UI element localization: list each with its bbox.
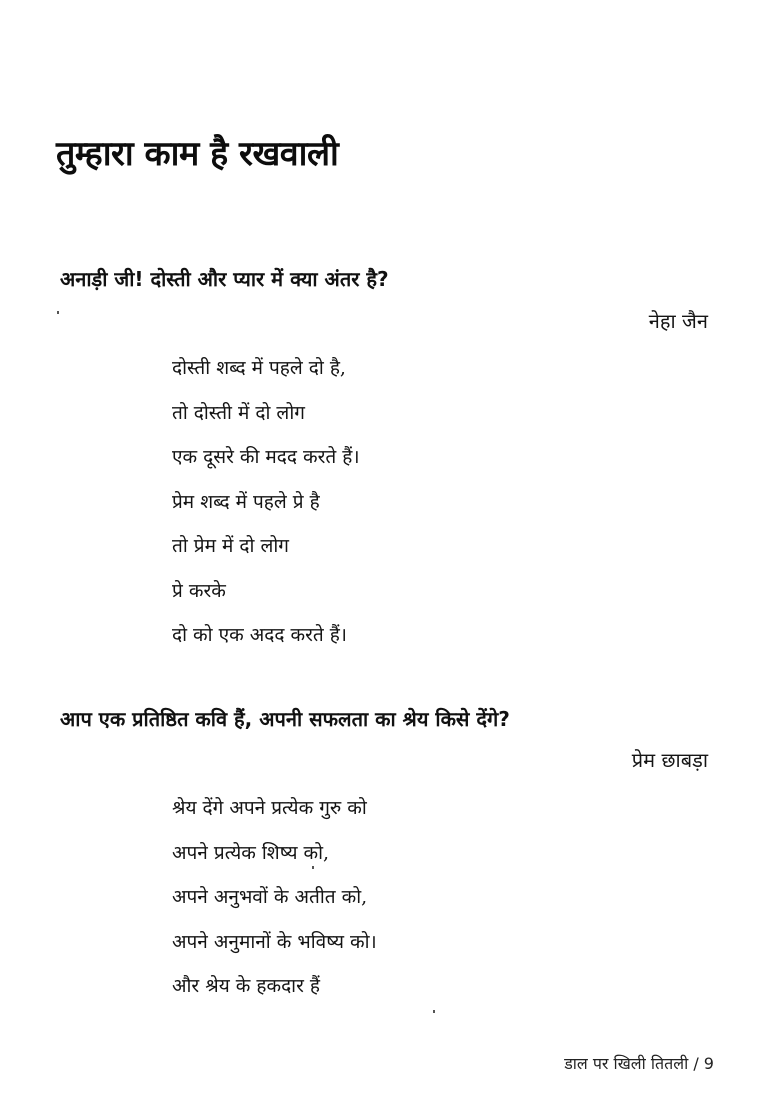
poem-line: तो प्रेम में दो लोग: [172, 535, 289, 557]
page-title: तुम्हारा काम है रखवाली: [56, 133, 339, 174]
question-2: आप एक प्रतिष्ठित कवि हैं, अपनी सफलता का श्रेय किसे देंगे?: [60, 707, 510, 731]
page-footer: डाल पर खिली तितली / 9: [564, 1054, 714, 1073]
poem-line: और श्रेय के हकदार हैं: [172, 975, 320, 997]
scan-speck: [433, 1010, 435, 1013]
asker-name-1: नेहा जैन: [648, 309, 708, 333]
poem-line: अपने अनुमानों के भविष्य को।: [172, 930, 377, 953]
poem-line: प्रेम शब्द में पहले प्रे है: [172, 490, 320, 513]
poem-line: अपने प्रत्येक शिष्य को,: [172, 841, 330, 864]
poem-line: अपने अनुभवों के अतीत को,: [172, 886, 368, 908]
poem-line: दोस्ती शब्द में पहले दो है,: [172, 357, 346, 379]
poem-line: दो को एक अदद करते हैं।: [172, 624, 347, 646]
scan-speck: [312, 866, 314, 869]
answer-poem-2: [172, 786, 377, 1009]
question-1: अनाड़ी जी! दोस्ती और प्यार में क्या अंतर है?: [60, 267, 389, 291]
answer-poem-1: [172, 346, 360, 658]
poem-line: एक दूसरे की मदद करते हैं।: [172, 446, 360, 468]
poem-line: तो दोस्ती में दो लोग: [172, 401, 305, 424]
poem-line: प्रे करके: [172, 579, 226, 602]
poem-line: श्रेय देंगे अपने प्रत्येक गुरु को: [172, 797, 367, 819]
scan-speck: [57, 311, 59, 314]
asker-name-2: प्रेम छाबड़ा: [631, 748, 708, 772]
